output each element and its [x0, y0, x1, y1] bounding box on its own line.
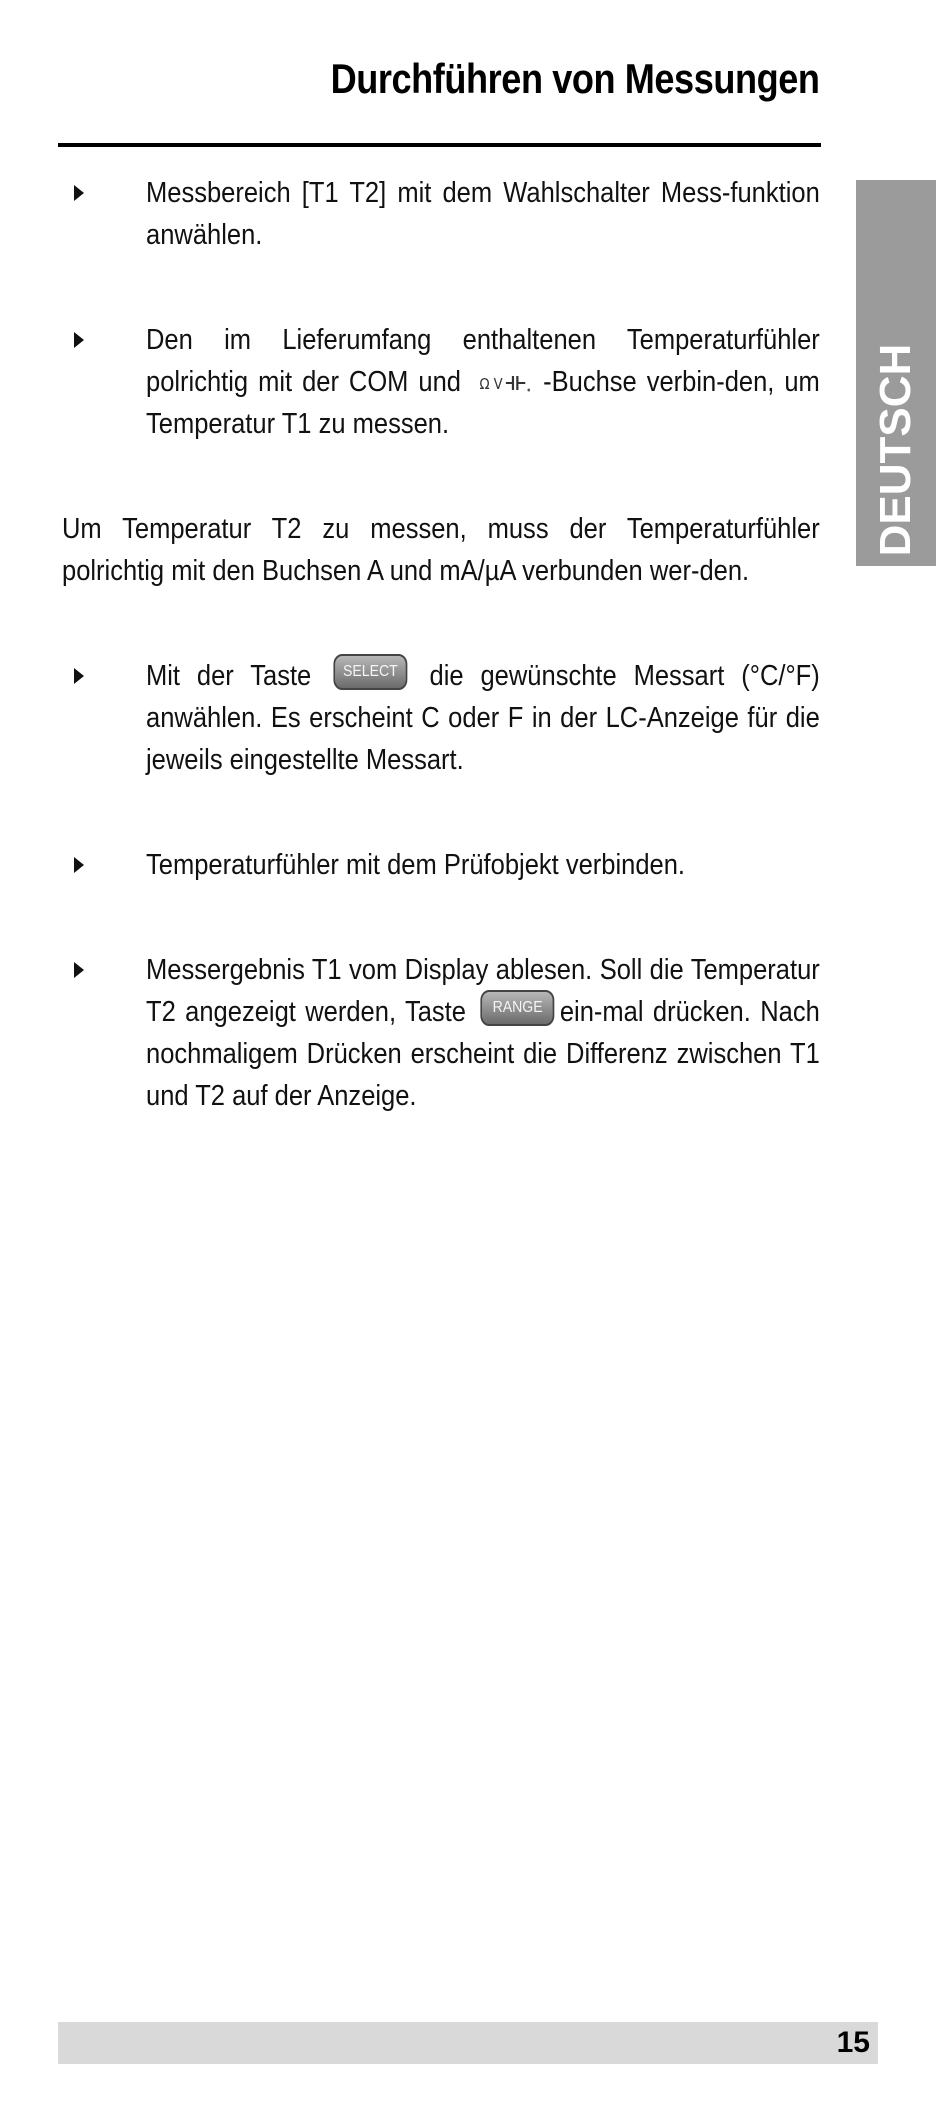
select-key-label: SELECT	[342, 663, 398, 681]
step-text-part: die gewünschte Messart (°C/°F) anwählen. Es erscheint C oder F in der LC-Anzeige für die jeweils eingestellte Messart.	[146, 660, 820, 776]
step-text-part: Mit der Taste	[146, 660, 329, 692]
language-tab	[856, 180, 936, 566]
triangle-bullet-icon	[74, 185, 84, 201]
triangle-bullet-icon	[74, 962, 84, 978]
language-tab-label: DEUTSCH	[871, 343, 920, 557]
instruction-step	[62, 844, 820, 886]
footer-bar	[58, 2022, 878, 2064]
instruction-step	[62, 319, 820, 445]
triangle-bullet-icon	[74, 857, 84, 873]
paragraph-text: Um Temperatur T2 zu messen, muss der Temperaturfühler polrichtig mit den Buchsen A und mA/µA verbunden wer-den.	[62, 513, 820, 587]
instruction-step	[62, 949, 820, 1117]
step-text	[146, 655, 820, 781]
instruction-step	[62, 172, 820, 256]
triangle-bullet-icon	[74, 668, 84, 684]
triangle-bullet-icon	[74, 332, 84, 348]
step-text	[146, 319, 820, 445]
manual-content	[62, 172, 820, 1117]
body-paragraph	[62, 508, 820, 592]
svg-text:Ω: Ω	[479, 376, 490, 394]
step-text	[146, 949, 820, 1117]
page-title: Durchführen von Messungen	[331, 55, 820, 102]
title-divider	[58, 143, 821, 147]
range-key-icon	[481, 990, 555, 1026]
page-number: 15	[836, 2026, 870, 2059]
svg-text:V: V	[493, 376, 503, 394]
step-text-part: ein-mal drücken. Nach nochmaligem Drücken erscheint die Differenz zwischen T1 und T2 auf der Anzeige.	[146, 996, 820, 1112]
step-text-part: Messergebnis T1 vom Display ablesen. Soll die Temperatur T2 angezeigt werden, Taste	[146, 954, 820, 1028]
range-key-label: RANGE	[492, 999, 543, 1017]
step-text: Temperaturfühler mit dem Prüfobjekt verbinden.	[146, 849, 686, 881]
select-key-icon	[333, 654, 407, 690]
ohm-volt-capacitor-jack-icon	[478, 373, 543, 393]
step-text-part: Den im Lieferumfang enthaltenen Temperaturfühler polrichtig mit der COM und	[146, 324, 820, 398]
instruction-step	[62, 655, 820, 781]
step-text-part: -Buchse verbin-den, um Temperatur T1 zu messen.	[146, 366, 820, 440]
step-text: Messbereich [T1 T2] mit dem Wahlschalter Mess-funktion anwählen.	[146, 177, 820, 251]
